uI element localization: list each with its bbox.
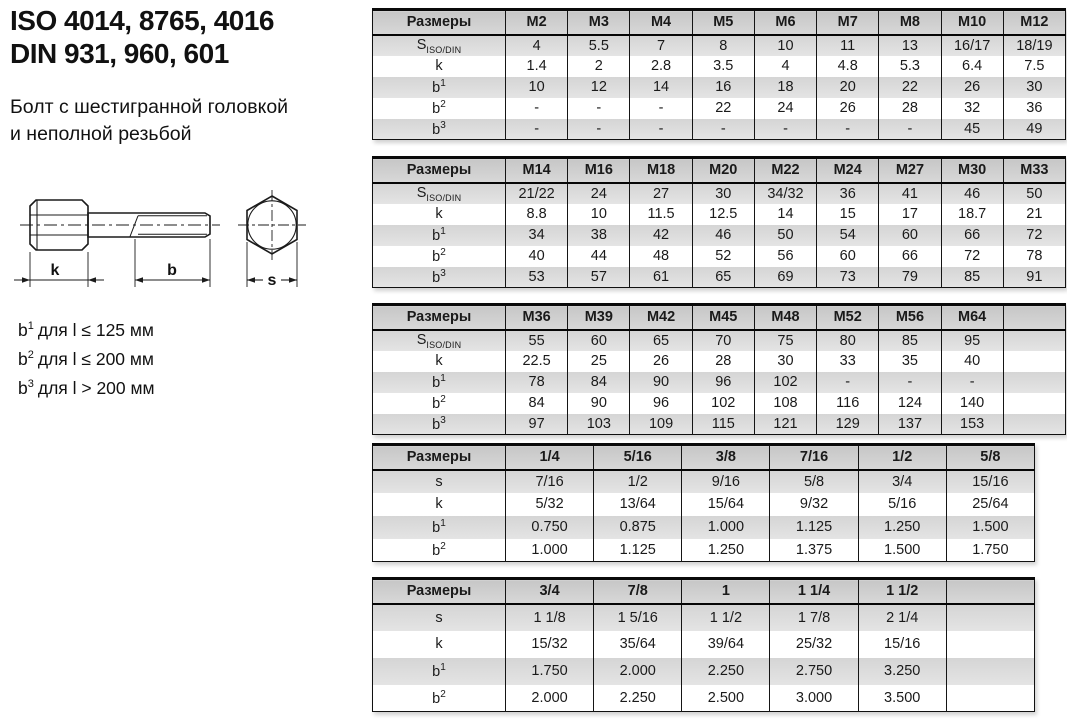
value-cell: 26 [817, 98, 879, 119]
value-cell: 46 [941, 183, 1003, 204]
table-row [373, 516, 1035, 539]
value-cell: 116 [817, 393, 879, 414]
column-header [1003, 305, 1065, 330]
value-cell: 18 [754, 77, 816, 98]
value-cell: 30 [1003, 77, 1065, 98]
value-cell: 69 [754, 267, 816, 288]
value-cell: 6.4 [941, 56, 1003, 77]
value-cell [946, 604, 1034, 631]
table-row [373, 631, 1035, 658]
value-cell: 38 [568, 225, 630, 246]
value-cell [1003, 414, 1065, 435]
column-header: M56 [879, 305, 941, 330]
value-cell: 5.5 [568, 35, 630, 56]
value-cell: 11 [817, 35, 879, 56]
value-cell: 35/64 [594, 631, 682, 658]
value-cell: 1.000 [506, 539, 594, 562]
value-cell: 14 [630, 77, 692, 98]
value-cell: 36 [1003, 98, 1065, 119]
column-header: M30 [941, 158, 1003, 183]
value-cell: 73 [817, 267, 879, 288]
column-header: M10 [941, 10, 1003, 35]
column-header [946, 579, 1034, 604]
value-cell: - [568, 98, 630, 119]
value-cell: 65 [630, 330, 692, 351]
value-cell: 17 [879, 204, 941, 225]
value-cell: 2 1/4 [858, 604, 946, 631]
column-header: 5/16 [594, 445, 682, 470]
value-cell: 24 [754, 98, 816, 119]
value-cell: 5.3 [879, 56, 941, 77]
dimension-label-k: k [50, 262, 60, 279]
value-cell: 5/32 [506, 493, 594, 516]
row-label: k [373, 56, 506, 77]
value-cell: 109 [630, 414, 692, 435]
value-cell: 78 [506, 372, 568, 393]
row-label: $b^1$ [373, 77, 506, 98]
column-header: M7 [817, 10, 879, 35]
value-cell: 75 [754, 330, 816, 351]
value-cell: 40 [506, 246, 568, 267]
row-label: $S_{ISO/DIN}$ [373, 183, 506, 204]
value-cell: 32 [941, 98, 1003, 119]
value-cell: 15/32 [506, 631, 594, 658]
value-cell: 1 7/8 [770, 604, 858, 631]
value-cell: 18/19 [1003, 35, 1065, 56]
value-cell: 1.250 [858, 516, 946, 539]
value-cell: 78 [1003, 246, 1065, 267]
column-header: 3/8 [682, 445, 770, 470]
dimension-table-1 [372, 8, 1066, 140]
row-label: $b^1$ [373, 225, 506, 246]
table-row [373, 267, 1066, 288]
row-label: $b^3$ [373, 414, 506, 435]
value-cell: 7 [630, 35, 692, 56]
value-cell [1003, 351, 1065, 372]
value-cell: 21 [1003, 204, 1065, 225]
value-cell: 46 [692, 225, 754, 246]
value-cell: 1.125 [770, 516, 858, 539]
value-cell: 2.750 [770, 658, 858, 685]
value-cell: 57 [568, 267, 630, 288]
value-cell: - [568, 119, 630, 140]
table-row [373, 351, 1066, 372]
value-cell: 90 [568, 393, 630, 414]
table-row [373, 604, 1035, 631]
left-panel [10, 4, 370, 149]
dimension-table-4 [372, 443, 1035, 562]
row-label: $b^3$ [373, 267, 506, 288]
row-label: $b^2$ [373, 246, 506, 267]
value-cell: 7.5 [1003, 56, 1065, 77]
table-row [373, 119, 1066, 140]
value-cell: 1 5/16 [594, 604, 682, 631]
value-cell: 14 [754, 204, 816, 225]
footnote: $b^3$ для l > 200 мм [18, 377, 155, 398]
value-cell: 80 [817, 330, 879, 351]
column-header: M2 [506, 10, 568, 35]
row-label: $b^2$ [373, 539, 506, 562]
dimension-table-2 [372, 156, 1066, 288]
table-row [373, 183, 1066, 204]
column-header: 7/8 [594, 579, 682, 604]
value-cell: 49 [1003, 119, 1065, 140]
value-cell: 25/32 [770, 631, 858, 658]
row-label: $b^2$ [373, 685, 506, 712]
value-cell: 1.750 [506, 658, 594, 685]
value-cell: 85 [879, 330, 941, 351]
value-cell: 60 [879, 225, 941, 246]
value-cell: 28 [692, 351, 754, 372]
value-cell: 4 [754, 56, 816, 77]
table-row [373, 493, 1035, 516]
value-cell: 61 [630, 267, 692, 288]
value-cell: 95 [941, 330, 1003, 351]
value-cell: - [817, 372, 879, 393]
value-cell: 26 [941, 77, 1003, 98]
value-cell: 15/64 [682, 493, 770, 516]
column-header: 5/8 [946, 445, 1034, 470]
value-cell: 7/16 [506, 470, 594, 493]
column-header: 1/4 [506, 445, 594, 470]
value-cell: - [879, 119, 941, 140]
value-cell: 36 [817, 183, 879, 204]
value-cell: 102 [692, 393, 754, 414]
value-cell: 1.375 [770, 539, 858, 562]
value-cell: 5/16 [858, 493, 946, 516]
value-cell: 24 [568, 183, 630, 204]
column-header: M16 [568, 158, 630, 183]
standard-title-iso: ISO 4014, 8765, 4016 [10, 5, 274, 36]
row-label: $b^2$ [373, 393, 506, 414]
table-row [373, 330, 1066, 351]
table-header-row [373, 305, 1066, 330]
value-cell: 25/64 [946, 493, 1034, 516]
value-cell: 48 [630, 246, 692, 267]
value-cell: 26 [630, 351, 692, 372]
column-header: M52 [817, 305, 879, 330]
value-cell: 84 [506, 393, 568, 414]
column-header: M20 [692, 158, 754, 183]
column-header: M36 [506, 305, 568, 330]
value-cell: 72 [941, 246, 1003, 267]
standard-title-din: DIN 931, 960, 601 [10, 38, 229, 70]
value-cell: 2.000 [594, 658, 682, 685]
table-header-row [373, 445, 1035, 470]
row-label: $b^1$ [373, 372, 506, 393]
value-cell: - [630, 119, 692, 140]
column-header: M45 [692, 305, 754, 330]
column-header: M48 [754, 305, 816, 330]
value-cell: 153 [941, 414, 1003, 435]
table-header-row [373, 158, 1066, 183]
value-cell: 2.250 [682, 658, 770, 685]
value-cell: 79 [879, 267, 941, 288]
value-cell: 15/16 [946, 470, 1034, 493]
column-header: M14 [506, 158, 568, 183]
table-row [373, 56, 1066, 77]
column-header: M3 [568, 10, 630, 35]
value-cell: 121 [754, 414, 816, 435]
table-row [373, 539, 1035, 562]
footnote: $b^1$ для l ≤ 125 мм [18, 320, 154, 340]
value-cell: 96 [692, 372, 754, 393]
value-cell: 27 [630, 183, 692, 204]
value-cell: 65 [692, 267, 754, 288]
dimension-table-3 [372, 303, 1066, 435]
table-row [373, 414, 1066, 435]
column-header: M4 [630, 10, 692, 35]
column-header: M22 [754, 158, 816, 183]
column-header: M39 [568, 305, 630, 330]
value-cell: 2 [568, 56, 630, 77]
value-cell: 30 [754, 351, 816, 372]
value-cell: 90 [630, 372, 692, 393]
value-cell: 140 [941, 393, 1003, 414]
value-cell: 66 [879, 246, 941, 267]
product-description-line2: и неполной резьбой [10, 123, 192, 146]
table-row [373, 470, 1035, 493]
value-cell [946, 631, 1034, 658]
row-label: $b^2$ [373, 98, 506, 119]
value-cell: 12 [568, 77, 630, 98]
value-cell: 1.750 [946, 539, 1034, 562]
value-cell: 85 [941, 267, 1003, 288]
value-cell: 40 [941, 351, 1003, 372]
value-cell: 45 [941, 119, 1003, 140]
bolt-drawing-svg [8, 186, 320, 308]
value-cell: 41 [879, 183, 941, 204]
value-cell: 52 [692, 246, 754, 267]
value-cell: 1.4 [506, 56, 568, 77]
value-cell: 16 [692, 77, 754, 98]
value-cell: 50 [1003, 183, 1065, 204]
footnote: $b^2$ для l ≤ 200 мм [18, 348, 154, 369]
value-cell: 1.125 [594, 539, 682, 562]
column-header: 1/2 [858, 445, 946, 470]
value-cell [946, 685, 1034, 712]
table-row [373, 35, 1066, 56]
table-corner-label: Размеры [373, 158, 506, 183]
value-cell: 56 [754, 246, 816, 267]
value-cell: - [630, 98, 692, 119]
table-corner-label: Размеры [373, 445, 506, 470]
value-cell: - [941, 372, 1003, 393]
table-corner-label: Размеры [373, 579, 506, 604]
product-description-line1: Болт с шестигранной головкой [10, 96, 289, 119]
value-cell: 22.5 [506, 351, 568, 372]
value-cell: 16/17 [941, 35, 1003, 56]
value-cell: 137 [879, 414, 941, 435]
value-cell: 66 [941, 225, 1003, 246]
table-row [373, 372, 1066, 393]
value-cell: - [817, 119, 879, 140]
column-header: M12 [1003, 10, 1065, 35]
value-cell: 22 [692, 98, 754, 119]
value-cell: 44 [568, 246, 630, 267]
value-cell: 1.500 [858, 539, 946, 562]
table-header-row [373, 579, 1035, 604]
value-cell: 39/64 [682, 631, 770, 658]
value-cell: 124 [879, 393, 941, 414]
value-cell: 2.500 [682, 685, 770, 712]
value-cell: 1.500 [946, 516, 1034, 539]
value-cell: 13/64 [594, 493, 682, 516]
value-cell: 102 [754, 372, 816, 393]
value-cell: 22 [879, 77, 941, 98]
value-cell: 129 [817, 414, 879, 435]
product-description [10, 94, 370, 149]
dimension-label-s: s [267, 272, 277, 289]
footnotes-list [18, 316, 155, 403]
table-row [373, 685, 1035, 712]
column-header: M64 [941, 305, 1003, 330]
row-label: s [373, 470, 506, 493]
value-cell: 60 [817, 246, 879, 267]
row-label: $S_{ISO/DIN}$ [373, 330, 506, 351]
row-label: $S_{ISO/DIN}$ [373, 35, 506, 56]
column-header: M24 [817, 158, 879, 183]
row-label: $b^1$ [373, 516, 506, 539]
row-label: s [373, 604, 506, 631]
value-cell: 54 [817, 225, 879, 246]
bolt-technical-drawing [8, 186, 320, 308]
value-cell: 25 [568, 351, 630, 372]
table-corner-label: Размеры [373, 10, 506, 35]
value-cell: 2.000 [506, 685, 594, 712]
table-corner-label: Размеры [373, 305, 506, 330]
value-cell: 10 [568, 204, 630, 225]
table-row [373, 98, 1066, 119]
value-cell: 4.8 [817, 56, 879, 77]
table-row [373, 658, 1035, 685]
value-cell: - [506, 98, 568, 119]
table-header-row [373, 10, 1066, 35]
column-header: 7/16 [770, 445, 858, 470]
value-cell: 21/22 [506, 183, 568, 204]
value-cell [1003, 393, 1065, 414]
value-cell: 8.8 [506, 204, 568, 225]
value-cell: 1.000 [682, 516, 770, 539]
value-cell: 20 [817, 77, 879, 98]
column-header: M18 [630, 158, 692, 183]
value-cell: 3.5 [692, 56, 754, 77]
column-header: M5 [692, 10, 754, 35]
column-header: M8 [879, 10, 941, 35]
value-cell: 15/16 [858, 631, 946, 658]
row-label: k [373, 631, 506, 658]
value-cell: 91 [1003, 267, 1065, 288]
value-cell: 3.250 [858, 658, 946, 685]
value-cell: 9/16 [682, 470, 770, 493]
value-cell: 70 [692, 330, 754, 351]
column-header: 1 [682, 579, 770, 604]
value-cell: 33 [817, 351, 879, 372]
value-cell: 9/32 [770, 493, 858, 516]
value-cell: 18.7 [941, 204, 1003, 225]
column-header: 1 1/2 [858, 579, 946, 604]
value-cell: 1.250 [682, 539, 770, 562]
value-cell: 72 [1003, 225, 1065, 246]
value-cell [946, 658, 1034, 685]
dimension-label-b: b [167, 262, 177, 279]
value-cell: 96 [630, 393, 692, 414]
value-cell: 1/2 [594, 470, 682, 493]
value-cell: 50 [754, 225, 816, 246]
row-label: $b^3$ [373, 119, 506, 140]
value-cell: 55 [506, 330, 568, 351]
table-row [373, 225, 1066, 246]
row-label: $b^1$ [373, 658, 506, 685]
value-cell: 115 [692, 414, 754, 435]
column-header: M27 [879, 158, 941, 183]
dimension-table-5 [372, 577, 1035, 712]
value-cell: 34 [506, 225, 568, 246]
value-cell: 13 [879, 35, 941, 56]
row-label: k [373, 204, 506, 225]
value-cell: 1 1/8 [506, 604, 594, 631]
value-cell: 42 [630, 225, 692, 246]
table-row [373, 393, 1066, 414]
value-cell: 12.5 [692, 204, 754, 225]
value-cell: 8 [692, 35, 754, 56]
value-cell: 0.750 [506, 516, 594, 539]
value-cell: 2.8 [630, 56, 692, 77]
row-label: k [373, 493, 506, 516]
value-cell: 108 [754, 393, 816, 414]
value-cell: 10 [506, 77, 568, 98]
column-header: 1 1/4 [770, 579, 858, 604]
column-header: M6 [754, 10, 816, 35]
value-cell: 30 [692, 183, 754, 204]
value-cell: - [754, 119, 816, 140]
value-cell: 28 [879, 98, 941, 119]
value-cell: - [692, 119, 754, 140]
value-cell: 0.875 [594, 516, 682, 539]
value-cell: 15 [817, 204, 879, 225]
table-row [373, 204, 1066, 225]
table-row [373, 246, 1066, 267]
value-cell [1003, 330, 1065, 351]
value-cell: 11.5 [630, 204, 692, 225]
value-cell: 84 [568, 372, 630, 393]
value-cell: 4 [506, 35, 568, 56]
value-cell: 3/4 [858, 470, 946, 493]
value-cell: 53 [506, 267, 568, 288]
column-header: M42 [630, 305, 692, 330]
column-header: M33 [1003, 158, 1065, 183]
value-cell: 1 1/2 [682, 604, 770, 631]
value-cell: 3.500 [858, 685, 946, 712]
value-cell: 10 [754, 35, 816, 56]
row-label: k [373, 351, 506, 372]
value-cell: 60 [568, 330, 630, 351]
table-row [373, 77, 1066, 98]
column-header: 3/4 [506, 579, 594, 604]
value-cell: 97 [506, 414, 568, 435]
value-cell: 3.000 [770, 685, 858, 712]
value-cell: 103 [568, 414, 630, 435]
value-cell: 5/8 [770, 470, 858, 493]
value-cell: - [879, 372, 941, 393]
value-cell: - [506, 119, 568, 140]
value-cell: 34/32 [754, 183, 816, 204]
value-cell: 2.250 [594, 685, 682, 712]
value-cell: 35 [879, 351, 941, 372]
value-cell [1003, 372, 1065, 393]
